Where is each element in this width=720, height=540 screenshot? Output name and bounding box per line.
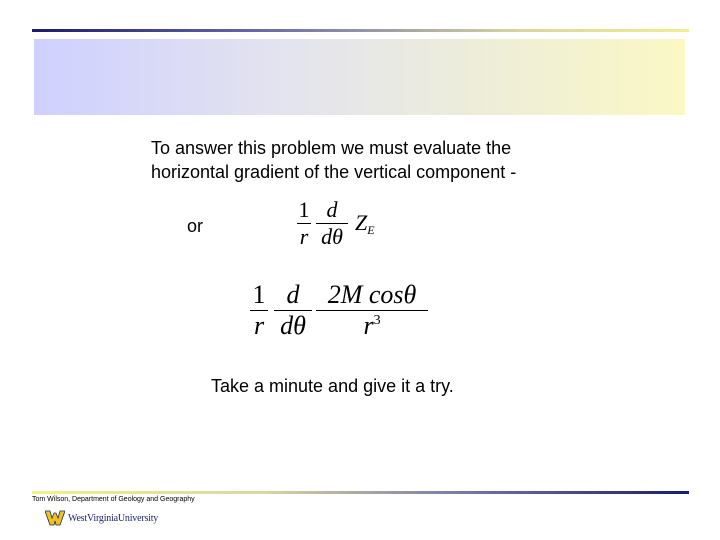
eq1-term-z: Z bbox=[355, 210, 368, 235]
eq2-fraction-d-over-dtheta bbox=[274, 280, 312, 341]
eq2-den-exponent: 3 bbox=[373, 313, 381, 328]
eq2-den-r-cubed bbox=[316, 311, 428, 341]
intro-line-1: To answer this problem we must evaluate the bbox=[151, 138, 512, 158]
eq1-num-d: d bbox=[326, 197, 338, 222]
eq2-num-d: d bbox=[286, 280, 300, 309]
wvu-logo bbox=[45, 508, 158, 528]
wvu-logo-text: WestVirginiaUniversity bbox=[68, 512, 159, 524]
eq1-fraction-1-over-r bbox=[297, 197, 311, 250]
title-band bbox=[34, 39, 685, 115]
eq2-fraction-dipole bbox=[316, 280, 428, 341]
bottom-rule bbox=[32, 491, 689, 494]
eq2-den-dtheta: dθ bbox=[280, 311, 306, 340]
eq1-den-dtheta: dθ bbox=[321, 224, 343, 249]
eq2-fraction-1-over-r bbox=[250, 280, 268, 341]
top-rule bbox=[32, 29, 689, 32]
wvu-flying-wv-icon bbox=[45, 510, 65, 526]
eq1-fraction-d-over-dtheta bbox=[316, 197, 348, 250]
eq1-num-1: 1 bbox=[298, 197, 310, 222]
eq2-den-r: r bbox=[253, 311, 265, 340]
eq2-den-r: r bbox=[363, 311, 374, 340]
eq1-term bbox=[355, 210, 375, 238]
or-label: or bbox=[187, 216, 204, 236]
footer-credit: Tom Wilson, Department of Geology and Geography bbox=[32, 496, 195, 503]
intro-line-2: horizontal gradient of the vertical component - bbox=[151, 162, 517, 182]
eq2-num-2m-cos-theta: 2M cosθ bbox=[327, 280, 417, 309]
closing-text: Take a minute and give it a try. bbox=[211, 376, 454, 396]
eq1-term-sub-e: E bbox=[367, 223, 375, 237]
eq1-den-r: r bbox=[299, 224, 309, 249]
eq2-num-1: 1 bbox=[252, 280, 266, 309]
intro-text bbox=[151, 136, 611, 184]
